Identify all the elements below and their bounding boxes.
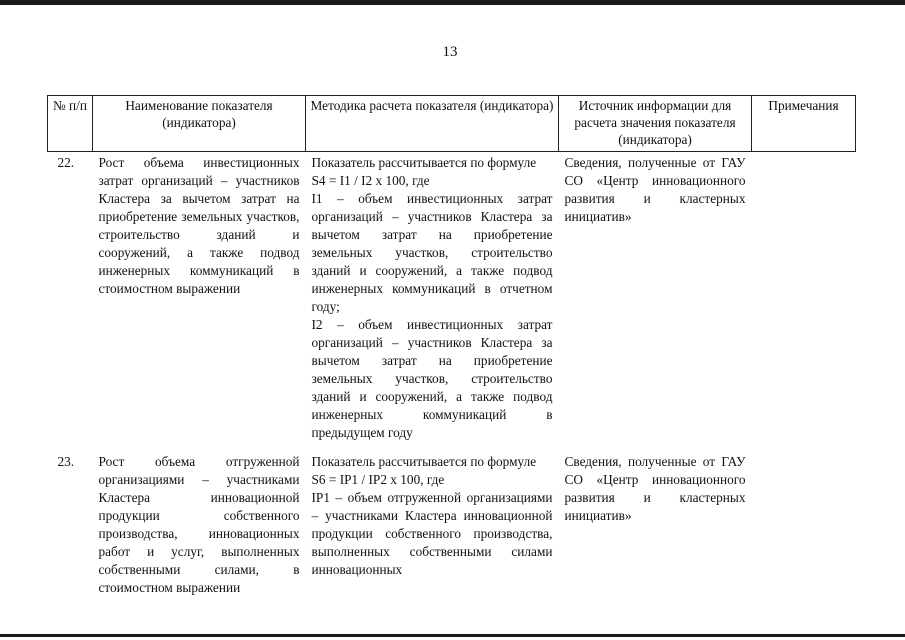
method-intro: Показатель рассчитывается по формуле (311, 155, 537, 170)
information-source: Сведения, полученные от ГАУ СО «Центр инновационного развития и кластерных инициатив» (564, 454, 746, 523)
method-formula: S6 = IP1 / IP2 x 100, где (311, 472, 445, 487)
method-intro: Показатель рассчитывается по формуле (311, 454, 537, 469)
header-notes: Примечания (752, 96, 856, 152)
indicator-name: Рост объема отгруженной организациями – участниками Кластера инновационной продукции собственного производства, инновационных работ и услуг, выполненных собственными силами, в стоимостном выражении (98, 454, 300, 595)
page-number: 13 (442, 44, 458, 60)
row-number: 22. (57, 155, 75, 170)
indicator-table (47, 95, 856, 597)
bottom-edge-bar (0, 634, 905, 637)
header-number: № п/п (48, 96, 93, 152)
row-number: 23. (57, 454, 75, 469)
table-row (48, 451, 856, 597)
indicator-name: Рост объема инвестиционных затрат организаций – участников Кластера за вычетом затрат на приобретение земельных участков, строительство зданий и сооружений, а также подвод инженерных коммуникаций в стоимостном выражении (98, 155, 300, 296)
information-source: Сведения, полученные от ГАУ СО «Центр инновационного развития и кластерных инициатив» (564, 155, 746, 224)
method-formula: S4 = I1 / I2 x 100, где (311, 173, 430, 188)
method-definition: IP1 – объем отгруженной организациями – участниками Кластера инновационной продукции собственного производства, выполненных собственными силами инновационных (311, 490, 553, 577)
header-information-source: Источник информации для расчета значения показателя (индикатора) (559, 96, 752, 152)
table-row (48, 152, 856, 452)
calculation-method (306, 152, 559, 452)
header-calculation-method: Методика расчета показателя (индикатора) (306, 96, 559, 152)
top-edge-bar (0, 0, 905, 5)
header-indicator-name: Наименование показателя (индикатора) (93, 96, 306, 152)
calculation-method (306, 451, 559, 597)
method-definition: I2 – объем инвестиционных затрат организаций – участников Кластера за вычетом затрат на приобретение земельных участков, строительство зданий и сооружений, а также подвод инженерных коммуникаций в предыдущем году (311, 317, 553, 440)
indicator-table-container (47, 95, 855, 597)
table-header-row (48, 96, 856, 152)
method-definition: I1 – объем инвестиционных затрат организаций – участников Кластера за вычетом затрат на приобретение земельных участков, строительство зданий и сооружений, а также подвод инженерных коммуникаций в отчетном году; (311, 191, 553, 314)
notes-cell (752, 451, 856, 597)
notes-cell (752, 152, 856, 452)
